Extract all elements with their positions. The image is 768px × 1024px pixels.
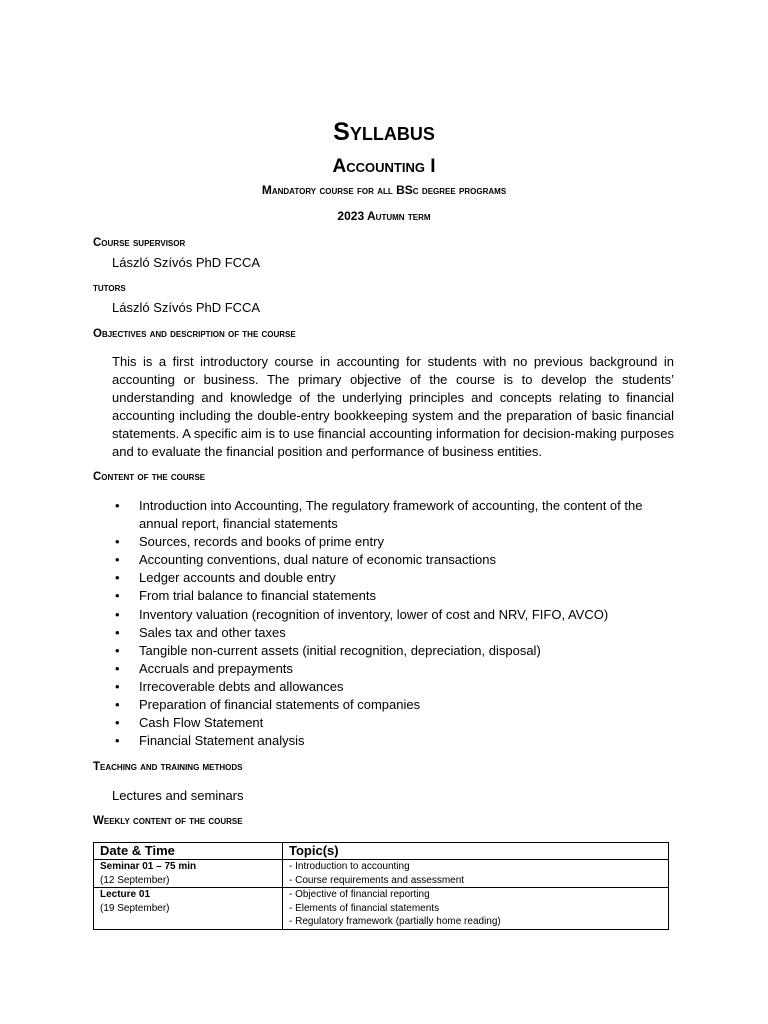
content-list-item	[112, 569, 672, 587]
topic-line: - Objective of financial reporting	[289, 889, 430, 900]
session-date: (19 September)	[100, 902, 170, 914]
topics-cell	[283, 888, 669, 930]
bullet-icon: •	[115, 678, 120, 694]
content-item-text: Sales tax and other taxes	[139, 624, 286, 640]
content-item-text: Tangible non-current assets (initial recognition, depreciation, disposal)	[139, 642, 541, 658]
content-list-item	[112, 678, 672, 696]
bullet-icon: •	[115, 570, 120, 586]
session-name: Seminar 01 – 75 min	[100, 861, 197, 872]
content-item-text: Cash Flow Statement	[139, 715, 264, 731]
content-item-text: Ledger accounts and double entry	[139, 570, 336, 586]
session-date: (12 September)	[100, 874, 170, 886]
bullet-icon: •	[115, 552, 120, 568]
weekly-heading: Weekly content of the course	[93, 815, 243, 827]
topic-line: - Course requirements and assessment	[289, 874, 465, 886]
topic-line: - Elements of financial statements	[289, 902, 440, 914]
table-row	[94, 888, 669, 930]
topics-cell	[283, 860, 669, 888]
bullet-icon: •	[115, 642, 120, 658]
content-list-item	[112, 714, 672, 732]
content-list-item	[112, 551, 672, 569]
bullet-icon: •	[115, 498, 120, 513]
bullet-icon: •	[115, 588, 120, 604]
content-item-text: Accounting conventions, dual nature of economic transactions	[139, 552, 496, 568]
content-list-item	[112, 732, 672, 750]
date-time-header: Date & Time	[94, 843, 283, 860]
session-cell	[94, 888, 283, 930]
term-label: 2023 Autumn term	[337, 209, 431, 223]
content-list-item	[112, 642, 672, 660]
content-item-text: Irrecoverable debts and allowances	[139, 678, 344, 694]
weekly-table-body	[94, 860, 669, 930]
content-heading: Content of the course	[93, 471, 206, 483]
bullet-icon: •	[115, 660, 120, 676]
content-list-item	[112, 624, 672, 642]
topics-header: Topic(s)	[283, 843, 669, 860]
content-item-text: Financial Statement analysis	[139, 733, 305, 749]
teaching-heading: Teaching and training methods	[93, 761, 243, 773]
course-supervisor-heading: Course supervisor	[93, 237, 186, 249]
content-list-item	[112, 587, 672, 605]
topic-line: - Regulatory framework (partially home reading)	[289, 916, 501, 927]
bullet-icon: •	[115, 624, 120, 640]
content-item-text: Accruals and prepayments	[139, 660, 293, 676]
mandatory-note: Mandatory course for all BSc degree programs	[261, 183, 507, 197]
weekly-table-header	[94, 843, 669, 860]
tutors-heading: tutors	[93, 282, 126, 294]
tutors-name: László Szívós PhD FCCA	[112, 300, 261, 315]
content-list-item	[112, 696, 672, 714]
content-list	[112, 497, 672, 750]
content-list-item	[112, 533, 672, 551]
teaching-text: Lectures and seminars	[112, 788, 244, 803]
objectives-text: This is a first introductory course in accounting for students with no previous background in accounting or business. The primary objective of the course is to develop the students’ understanding and knowledge of the underlying principles and concepts relating to financial accounting including the double-entry bookkeeping system and the preparation of basic financial statements. A specific aim is to use financial accounting information for decision-making purposes and to evaluate the financial position and performance of business entities.	[112, 354, 674, 459]
bullet-icon: •	[115, 534, 120, 550]
content-list-item	[112, 497, 672, 533]
content-list-item	[112, 606, 672, 624]
content-list-item	[112, 660, 672, 678]
bullet-icon: •	[115, 733, 120, 749]
content-item-text: Introduction into Accounting, The regulatory framework of accounting, the content of the annual report, financial statements	[139, 498, 643, 532]
document-title: Syllabus	[333, 118, 435, 146]
weekly-table	[93, 842, 669, 930]
session-cell	[94, 860, 283, 888]
content-item-text: Preparation of financial statements of companies	[139, 697, 421, 713]
course-supervisor-name: László Szívós PhD FCCA	[112, 255, 261, 270]
content-item-text: Sources, records and books of prime entry	[139, 534, 384, 550]
bullet-icon: •	[115, 715, 120, 731]
table-row	[94, 860, 669, 888]
session-name: Lecture 01	[100, 889, 151, 900]
topic-line: - Introduction to accounting	[289, 861, 410, 872]
content-item-text: Inventory valuation (recognition of inventory, lower of cost and NRV, FIFO, AVCO)	[139, 606, 609, 622]
bullet-icon: •	[115, 606, 120, 622]
bullet-icon: •	[115, 697, 120, 713]
content-item-text: From trial balance to financial statements	[139, 588, 376, 604]
course-title: Accounting I	[332, 156, 436, 177]
objectives-heading: Objectives and description of the course	[93, 328, 296, 340]
